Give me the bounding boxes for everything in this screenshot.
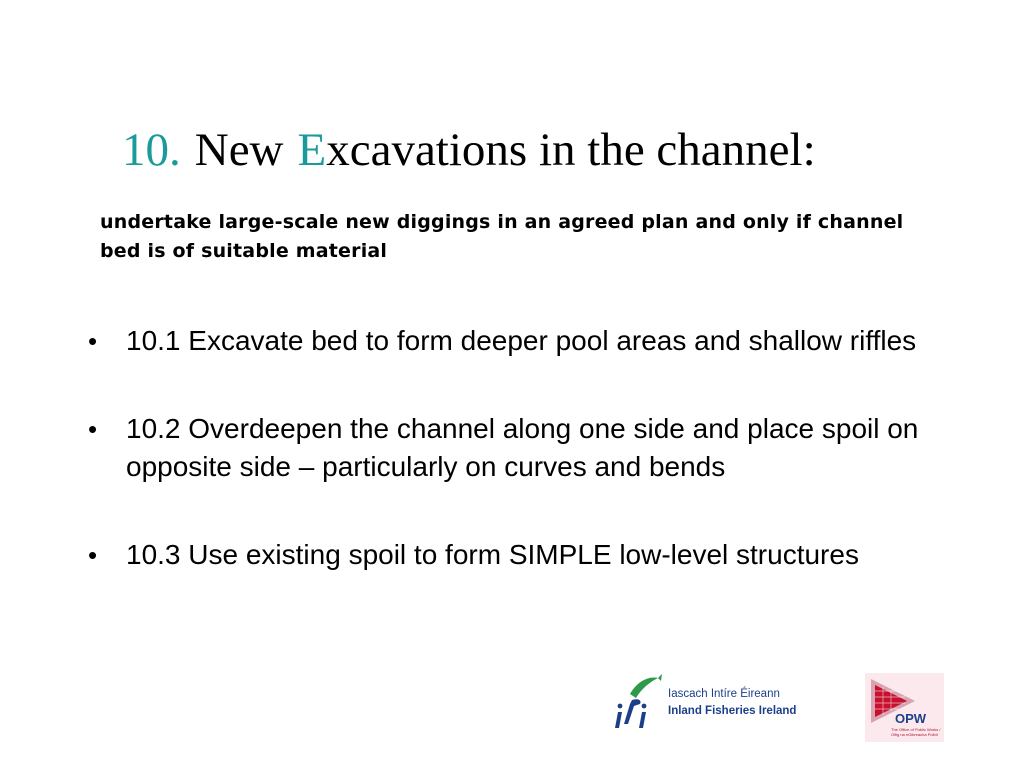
list-item (88, 322, 948, 360)
slide-title (122, 118, 816, 182)
opw-tagline: The Office of Public Works / Oifig na nOibreacha Poiblí (891, 727, 941, 737)
title-rest: xcavations in the channel: (326, 124, 816, 176)
ifi-line-irish: Iascach Intíre Éireann (668, 688, 780, 700)
bullet-text: 10.1 Excavate bed to form deeper pool areas and shallow riffles (126, 325, 917, 356)
bullet-text: 10.2 Overdeepen the channel along one side and place spoil on opposite side – particularly on curves and bends (126, 413, 919, 482)
list-item (88, 536, 948, 574)
ifi-line-english: Inland Fisheries Ireland (668, 705, 797, 717)
ifi-wordmark (668, 686, 796, 720)
title-number: 10. (122, 124, 181, 176)
opw-logo (865, 673, 944, 742)
title-initial: E (297, 124, 327, 176)
bullet-list (88, 322, 948, 574)
bullet-text: 10.3 Use existing spoil to form SIMPLE low-level structures (126, 539, 859, 570)
bullet-marker: • (88, 414, 98, 444)
list-item (88, 410, 948, 486)
opw-wordmark: OPW (895, 711, 927, 726)
fish-leaping-icon (612, 672, 662, 732)
slide-subtitle: undertake large-scale new diggings in an agreed plan and only if channel bed is of suitable material (100, 211, 904, 262)
title-word-new: New (194, 124, 284, 176)
bullet-marker: • (88, 540, 98, 570)
bullet-marker: • (88, 326, 98, 356)
ifi-logo (612, 672, 802, 732)
